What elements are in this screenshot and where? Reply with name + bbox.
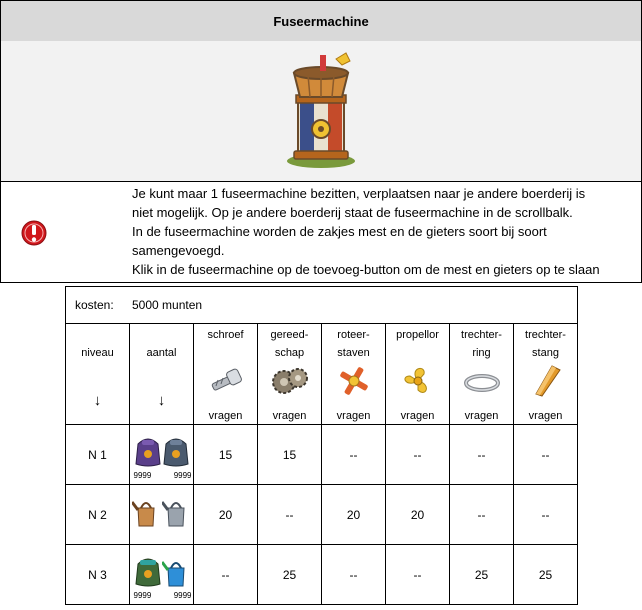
cell-value: --: [349, 447, 358, 462]
level-table: [65, 286, 578, 605]
column-label: trechter-: [461, 329, 502, 341]
rotor-icon: [334, 364, 374, 398]
value-cell: [450, 545, 514, 605]
item-pair: [132, 430, 192, 480]
value-cell: [386, 485, 450, 545]
cell-value: --: [413, 447, 422, 462]
column-label: propellor: [396, 329, 439, 341]
cell-value: --: [285, 507, 294, 522]
header-niveau: [66, 324, 130, 425]
value-cell: [194, 485, 258, 545]
cell-value: --: [541, 447, 550, 462]
cell-value: 15: [218, 447, 233, 462]
title-bar: [0, 0, 642, 42]
header-aantal: [130, 324, 194, 425]
costs-label: kosten:: [75, 298, 114, 312]
cell-value: 25: [282, 567, 297, 582]
info-row: [0, 182, 642, 283]
header-gereedschap: [258, 324, 322, 425]
value-cell: [450, 425, 514, 485]
gears-icon: [270, 364, 310, 398]
value-cell: [258, 545, 322, 605]
cell-value: --: [413, 567, 422, 582]
requirement-label: vragen: [208, 410, 243, 422]
cell-value: 15: [282, 447, 297, 462]
cell-value: --: [541, 507, 550, 522]
cell-value: 25: [538, 567, 553, 582]
rod-icon: [526, 364, 566, 398]
watering-can-grey-icon: [162, 496, 192, 530]
column-label: staven: [337, 347, 370, 359]
level-label: N 3: [88, 567, 107, 582]
manure-bag-green-icon: [134, 552, 162, 588]
value-cell: [258, 485, 322, 545]
info-line: niet mogelijk. Op je andere boerderij staat de fuseermachine in de scrollbalk.: [132, 205, 573, 220]
requirement-label: vragen: [272, 410, 307, 422]
cell-value: --: [477, 447, 486, 462]
column-label: schroef: [207, 329, 244, 341]
level-label: N 1: [88, 447, 107, 462]
level-cell: [66, 485, 130, 545]
column-label: schap: [274, 347, 305, 359]
info-text: [132, 184, 637, 279]
info-line: In de fuseermachine worden de zakjes mest en de gieters soort bij soort: [132, 224, 547, 239]
item-pair: [132, 550, 192, 600]
value-cell: [386, 545, 450, 605]
value-cell: [322, 545, 386, 605]
warning-icon: [21, 220, 47, 246]
requirement-label: vragen: [528, 410, 563, 422]
value-cell: [322, 425, 386, 485]
niveau-label: niveau: [81, 347, 114, 359]
level-cell: [66, 545, 130, 605]
item-pair: [132, 490, 192, 540]
watering-can-blue-icon: [162, 556, 192, 590]
cell-value: --: [349, 567, 358, 582]
value-cell: [514, 485, 578, 545]
ring-icon: [462, 364, 502, 398]
amount-cell: [130, 545, 194, 605]
header-schroef: [194, 324, 258, 425]
cell-value: --: [221, 567, 230, 582]
manure-bag-grey-icon: [162, 432, 190, 468]
item-count: 9999: [173, 590, 192, 600]
machine-image-row: [0, 41, 642, 182]
costs-value: 5000 munten: [132, 298, 203, 312]
cell-value: --: [477, 507, 486, 522]
value-cell: [258, 425, 322, 485]
level-label: N 2: [88, 507, 107, 522]
cell-value: 20: [346, 507, 361, 522]
aantal-label: aantal: [146, 347, 177, 359]
column-label: gereed-: [270, 329, 309, 341]
item-count: 9999: [173, 470, 192, 480]
info-line: samengevoegd.: [132, 243, 225, 258]
amount-cell: [130, 485, 194, 545]
column-label: ring: [472, 347, 491, 359]
arrow-down-icon: ↓: [93, 392, 102, 409]
value-cell: [194, 425, 258, 485]
requirement-label: vragen: [400, 410, 435, 422]
header-propellor: [386, 324, 450, 425]
value-cell: [322, 485, 386, 545]
level-cell: [66, 425, 130, 485]
info-line: Klik in de fuseermachine op de toevoeg-button om de mest en gieters op te slaan: [132, 262, 600, 277]
header-trechterstang: [514, 324, 578, 425]
item-count: 9999: [133, 470, 152, 480]
header-trechterring: [450, 324, 514, 425]
amount-cell: [130, 425, 194, 485]
value-cell: [450, 485, 514, 545]
value-cell: [386, 425, 450, 485]
page-title: Fuseermachine: [273, 13, 369, 29]
screw-icon: [206, 364, 246, 398]
watering-can-brown-icon: [132, 496, 162, 530]
cell-value: 25: [474, 567, 489, 582]
value-cell: [194, 545, 258, 605]
manure-bag-purple-icon: [134, 432, 162, 468]
header-roteerstaven: [322, 324, 386, 425]
cell-value: 20: [218, 507, 233, 522]
cell-value: 20: [410, 507, 425, 522]
value-cell: [514, 545, 578, 605]
arrow-down-icon: ↓: [157, 392, 166, 409]
fuseermachine-image: [280, 51, 362, 171]
requirement-label: vragen: [464, 410, 499, 422]
column-label: roteer-: [337, 329, 370, 341]
value-cell: [514, 425, 578, 485]
column-label: stang: [532, 347, 559, 359]
info-line: Je kunt maar 1 fuseermachine bezitten, verplaatsen naar je andere boerderij is: [132, 186, 586, 201]
column-label: trechter-: [525, 329, 566, 341]
costs-cell: [66, 287, 578, 324]
propeller-icon: [398, 364, 438, 398]
requirement-label: vragen: [336, 410, 371, 422]
item-count: 9999: [133, 590, 152, 600]
